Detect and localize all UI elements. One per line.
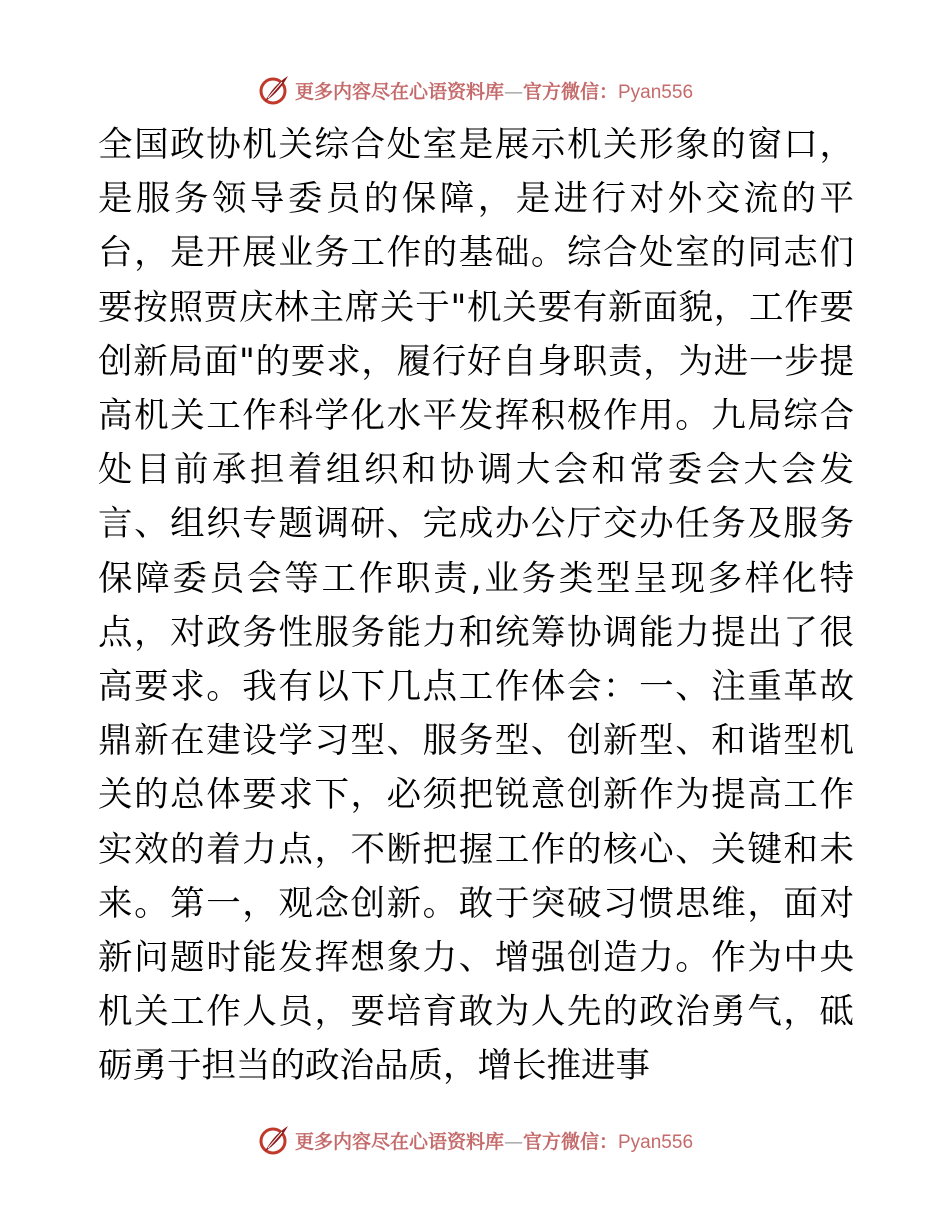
watermark-separator: — [503, 80, 523, 103]
watermark-text [295, 1127, 693, 1154]
watermark-wechat-id: Pyan556 [618, 1131, 694, 1153]
feather-quill-logo-icon [257, 73, 291, 107]
watermark-wechat-id: Pyan556 [618, 81, 694, 103]
feather-quill-logo-icon [257, 1123, 291, 1157]
watermark-main-text: 更多内容尽在心语资料库 [294, 1130, 504, 1153]
footer-watermark-banner [0, 1122, 950, 1158]
watermark-separator: — [503, 1130, 523, 1153]
watermark-main-text: 更多内容尽在心语资料库 [294, 80, 504, 103]
watermark-official-label: 官方微信： [522, 1130, 618, 1153]
body-paragraph: 全国政协机关综合处室是展示机关形象的窗口，是服务领导委员的保障，是进行对外交流的平台，是开展业务工作的基础。综合处室的同志们要按照贾庆林主席关于"机关要有新面貌，工作要创新局面"的要求，履行好自身职责，为进一步提高机关工作科学化水平发挥积极作用。九局综合处目前承担着组织和协调大会和常委会大会发言、组织专题调研、完成办公厅交办任务及服务保障委员会等工作职责,业务类型呈现多样化特点，对政务性服务能力和统筹协调能力提出了很高要求。我有以下几点工作体会：一、注重革故鼎新在建设学习型、服务型、创新型、和谐型机关的总体要求下，必须把锐意创新作为提高工作实效的着力点，不断把握工作的核心、关键和未来。第一，观念创新。敢于突破习惯思维，面对新问题时能发挥想象力、增强创造力。作为中央机关工作人员，要培育敢为人先的政治勇气，砥砺勇于担当的政治品质，增长推进事 [98, 125, 854, 1087]
document-body [98, 118, 854, 1118]
watermark-official-label: 官方微信： [522, 80, 618, 103]
watermark-text [295, 77, 693, 104]
header-watermark-banner [0, 72, 950, 108]
